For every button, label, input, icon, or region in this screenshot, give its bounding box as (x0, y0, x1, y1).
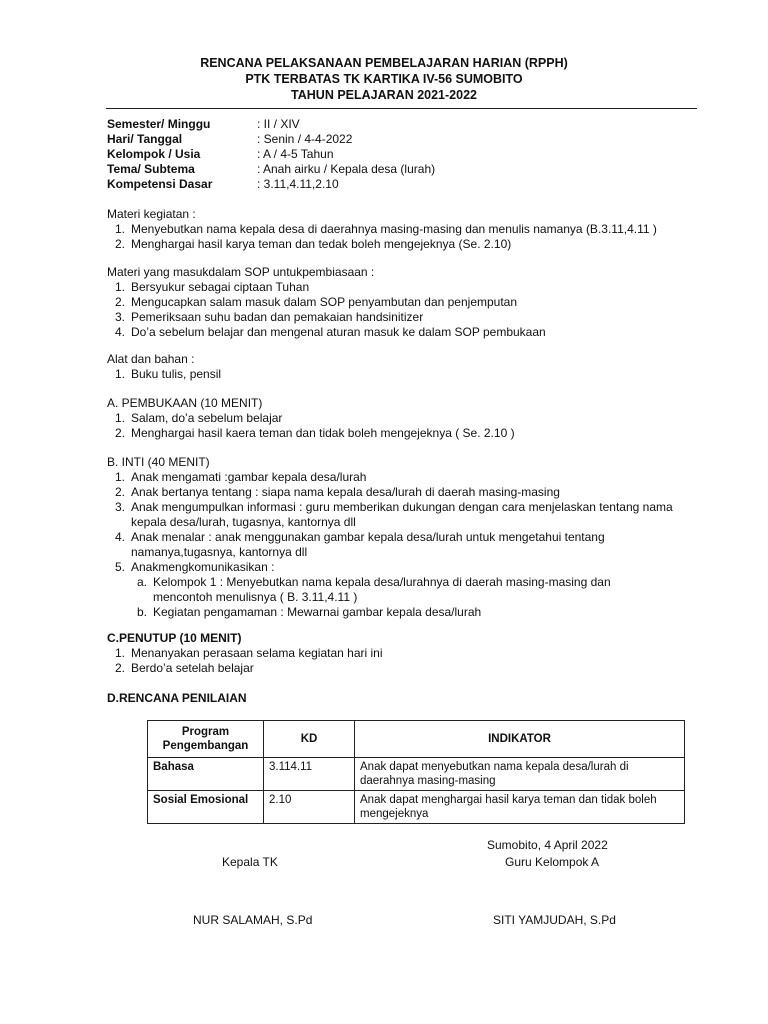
column-header: KD (264, 721, 355, 758)
table-cell: Sosial Emosional (148, 791, 264, 824)
section-title: D.RENCANA PENILAIAN (107, 691, 247, 705)
header-year: TAHUN PELAJARAN 2021-2022 (291, 88, 477, 102)
section-title: Materi yang masukdalam SOP untukpembiasaan : (107, 265, 375, 279)
list-text: Menanyakan perasaan selama kegiatan hari ini (131, 646, 383, 660)
list-item (107, 560, 707, 575)
meta-row-semester (107, 117, 435, 132)
list-item (107, 500, 707, 530)
list-number: 4. (114, 325, 125, 339)
column-header: INDIKATOR (355, 721, 685, 758)
list-text: Do’a sebelum belajar dan mengenal aturan masuk ke dalam SOP pembukaan (131, 325, 546, 339)
list-item (107, 280, 707, 295)
list-item (107, 530, 707, 560)
list-text: Anak bertanya tentang : siapa nama kepala desa/lurah di daerah masing-masing (131, 485, 560, 499)
list-text: Anak mengamati :gambar kepala desa/lurah (131, 470, 367, 484)
list-text: Buku tulis, pensil (131, 367, 222, 381)
list-number: 2. (114, 295, 125, 309)
header-title: RENCANA PELAKSANAAN PEMBELAJARAN HARIAN (RPPH) (200, 56, 568, 70)
list-item (107, 470, 707, 485)
meta-row-date (107, 132, 435, 147)
meta-key: Semester/ Minggu (107, 117, 211, 131)
list-item (107, 426, 707, 441)
sublist (107, 575, 707, 620)
list-number: 2. (114, 237, 125, 251)
list-text: Anak menalar : anak menggunakan gambar kepala desa/lurah untuk mengetahui tentang namanya,tugasnya, kantornya dll (131, 530, 605, 559)
section-title: A. PEMBUKAAN (10 MENIT) (107, 396, 263, 410)
meta-value: : Senin / 4-4-2022 (257, 132, 353, 146)
list-number: 2. (114, 426, 125, 440)
meta-value: : A / 4-5 Tahun (257, 147, 334, 161)
list-text: Menghargai hasil karya teman dan tedak boleh mengejeknya (Se. 2.10) (131, 237, 512, 251)
section-sop (107, 265, 707, 340)
list-text: Menyebutkan nama kepala desa di daerahnya masing-masing dan menulis namanya (B.3.11,4.11 ) (131, 222, 657, 236)
list-item (107, 222, 707, 237)
list-number: 1. (114, 222, 125, 236)
meta-value: : 3.11,4.11,2.10 (257, 177, 339, 191)
meta-block (107, 117, 435, 192)
document-header (0, 55, 768, 103)
list-text: Kelompok 1 : Menyebutkan nama kepala desa/lurahnya di daerah masing-masing dan mencontoh menulisnya ( B. 3.11,4.11 ) (153, 575, 611, 604)
section-penutup (107, 631, 707, 676)
table-cell: Anak dapat menghargai hasil karya teman dan tidak boleh mengejeknya (355, 791, 685, 824)
table-cell: Bahasa (148, 758, 264, 791)
list-number: 3. (114, 310, 125, 324)
list-item (107, 310, 707, 325)
section-pembukaan (107, 396, 707, 441)
meta-key: Tema/ Subtema (107, 162, 195, 176)
meta-key: Kelompok / Usia (107, 147, 201, 161)
section-title: C.PENUTUP (10 MENIT) (107, 631, 242, 645)
list-item (107, 295, 707, 310)
list-text: Anakmengkomunikasikan : (131, 560, 275, 574)
list-number: 1. (114, 367, 125, 381)
list-number: 1. (114, 470, 125, 484)
header-divider (106, 108, 697, 109)
section-penilaian (107, 691, 707, 706)
table-row (148, 758, 685, 791)
section-title: Alat dan bahan : (107, 352, 195, 366)
table-cell: 3.114.11 (264, 758, 355, 791)
list-letter: b. (136, 605, 147, 619)
list-number: 5. (114, 560, 125, 574)
section-alat (107, 352, 707, 382)
list-item (107, 661, 707, 676)
list-text: Salam, do’a sebelum belajar (131, 411, 283, 425)
meta-row-group (107, 147, 435, 162)
signature-left-name: NUR SALAMAH, S.Pd (193, 913, 313, 927)
meta-key: Hari/ Tanggal (107, 132, 183, 146)
meta-value: : Anah airku / Kepala desa (lurah) (257, 162, 436, 176)
meta-row-competency (107, 177, 435, 192)
list-number: 1. (114, 646, 125, 660)
list-text: Anak mengumpulkan informasi : guru memberikan dukungan dengan cara menjelaskan tentang nama kepala desa/lurah, tugasnya, kantornya dll (131, 500, 673, 529)
list-number: 3. (114, 500, 125, 514)
list-number: 1. (114, 411, 125, 425)
meta-key: Kompetensi Dasar (107, 177, 213, 191)
section-materi (107, 207, 707, 252)
list-item (107, 367, 707, 382)
column-header: Program Pengembangan (148, 721, 264, 758)
list-item (107, 237, 707, 252)
signature-right-name: SITI YAMJUDAH, S.Pd (493, 913, 616, 927)
list-number: 4. (114, 530, 125, 544)
list-item (107, 485, 707, 500)
list-text: Kegiatan pengamaman : Mewarnai gambar kepala desa/lurah (153, 605, 482, 619)
list-text: Pemeriksaan suhu badan dan pemakaian handsinitizer (131, 310, 424, 324)
list-item (107, 646, 707, 661)
assessment-table (147, 720, 685, 824)
list-number: 2. (114, 661, 125, 675)
signature-date: Sumobito, 4 April 2022 (487, 838, 608, 852)
list-item (107, 411, 707, 426)
list-text: Mengucapkan salam masuk dalam SOP penyambutan dan penjemputan (131, 295, 518, 309)
table-cell: Anak dapat menyebutkan nama kepala desa/lurah di daerahnya masing-masing (355, 758, 685, 791)
signature-left-role: Kepala TK (222, 855, 278, 869)
list-text: Menghargai hasil kaera teman dan tidak boleh mengejeknya ( Se. 2.10 ) (131, 426, 515, 440)
section-title: B. INTI (40 MENIT) (107, 455, 210, 469)
signature-right-role: Guru Kelompok A (505, 855, 600, 869)
list-text: Berdo’a setelah belajar (131, 661, 254, 675)
meta-row-theme (107, 162, 435, 177)
list-letter: a. (136, 575, 147, 589)
list-number: 1. (114, 280, 125, 294)
table-row (148, 791, 685, 824)
section-title: Materi kegiatan : (107, 207, 196, 221)
table-header-row (148, 721, 685, 758)
list-item (107, 325, 707, 340)
sublist-item (107, 575, 707, 605)
list-number: 2. (114, 485, 125, 499)
meta-value: : II / XIV (257, 117, 300, 131)
table-cell: 2.10 (264, 791, 355, 824)
header-school: PTK TERBATAS TK KARTIKA IV-56 SUMOBITO (245, 72, 523, 86)
list-text: Bersyukur sebagai ciptaan Tuhan (131, 280, 310, 294)
section-inti (107, 455, 707, 620)
sublist-item (107, 605, 707, 620)
